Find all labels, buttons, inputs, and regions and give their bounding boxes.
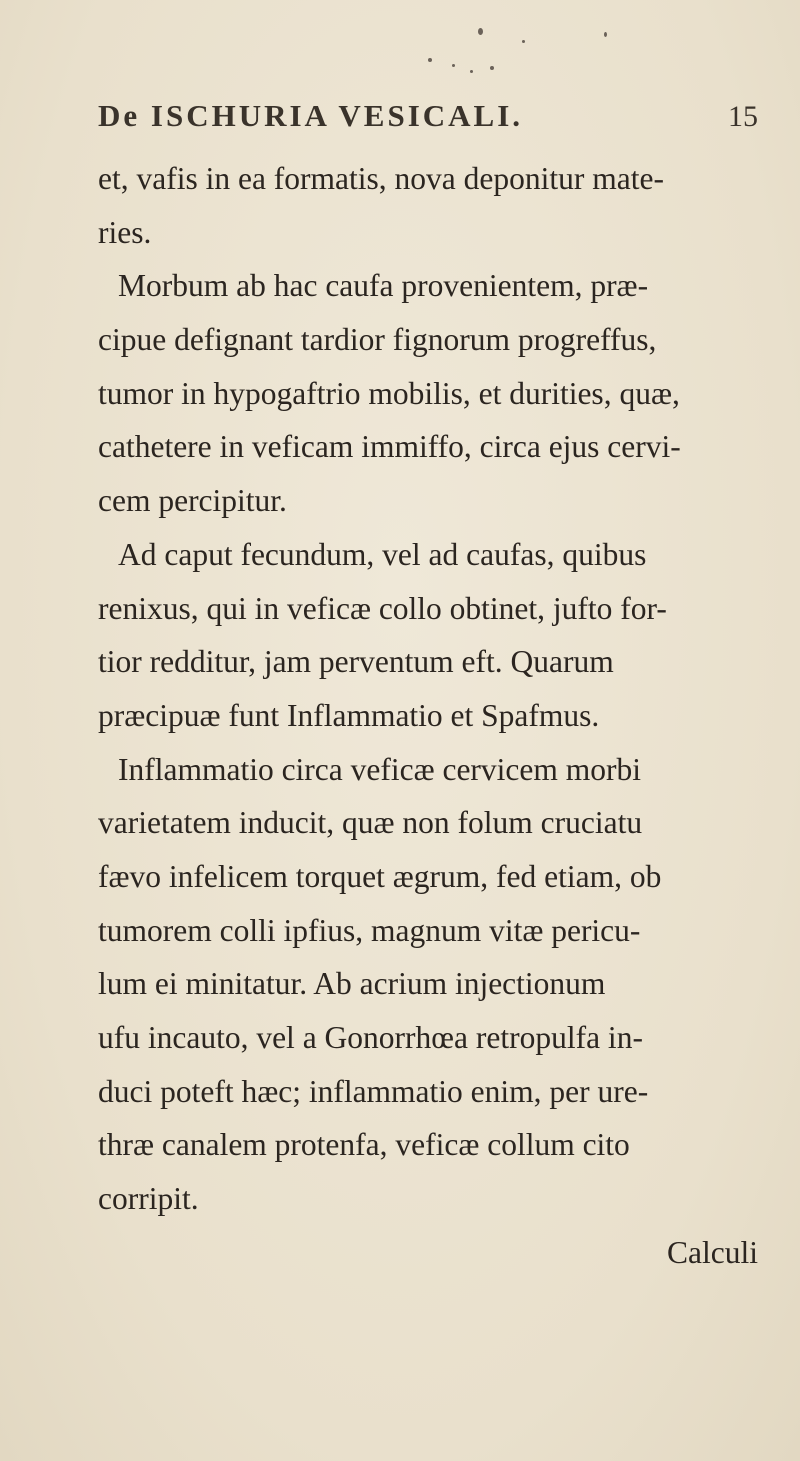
text-line: præcipuæ funt Inflammatio et Spafmus. bbox=[98, 697, 600, 733]
body-text bbox=[98, 152, 758, 1279]
ink-speck bbox=[470, 70, 473, 73]
text-line: renixus, qui in veficæ collo obtinet, jufto for- bbox=[98, 590, 667, 626]
text-line: cem percipitur. bbox=[98, 483, 287, 519]
text-line: ufu incauto, vel a Gonorrhœa retropulfa in- bbox=[98, 1020, 643, 1055]
running-header bbox=[98, 98, 758, 148]
text-line: cipue defignant tardior fignorum progreffus, bbox=[98, 322, 657, 358]
text-line: tumorem colli ipfius, magnum vitæ pericu- bbox=[98, 912, 641, 948]
text-line: lum ei minitatur. Ab acrium injectionum bbox=[98, 966, 606, 1002]
text-line: Morbum ab hac caufa provenientem, præ- bbox=[118, 268, 649, 304]
text-line: et, vafis in ea formatis, nova deponitur mate- bbox=[98, 161, 664, 196]
text-line: fævo infelicem torquet ægrum, fed etiam, ob bbox=[98, 858, 662, 894]
text-line: thræ canalem protenfa, veficæ collum cito bbox=[98, 1127, 630, 1163]
text-line: Ad caput fecundum, vel ad caufas, quibus bbox=[118, 536, 647, 572]
text-line: Inflammatio circa veficæ cervicem morbi bbox=[118, 751, 642, 787]
running-title: De ISCHURIA VESICALI. bbox=[98, 98, 524, 133]
ink-speck bbox=[604, 32, 607, 37]
text-line: tumor in hypogaftrio mobilis, et durities, quæ, bbox=[98, 375, 680, 411]
text-line: ries. bbox=[98, 214, 152, 250]
ink-speck bbox=[428, 58, 432, 62]
text-line: tior redditur, jam perventum eft. Quarum bbox=[98, 644, 614, 680]
text-line: duci poteft hæc; inflammatio enim, per ure- bbox=[98, 1073, 649, 1109]
catchword: Calculi bbox=[667, 1234, 758, 1270]
page-number: 15 bbox=[728, 100, 758, 133]
ink-speck bbox=[478, 28, 483, 35]
ink-speck bbox=[522, 40, 525, 43]
text-line: cathetere in veficam immiffo, circa ejus cervi- bbox=[98, 429, 681, 465]
text-line: corripit. bbox=[98, 1181, 199, 1217]
text-line: varietatem inducit, quæ non folum cruciatu bbox=[98, 805, 643, 841]
ink-speck bbox=[452, 64, 455, 67]
ink-speck bbox=[490, 66, 494, 70]
